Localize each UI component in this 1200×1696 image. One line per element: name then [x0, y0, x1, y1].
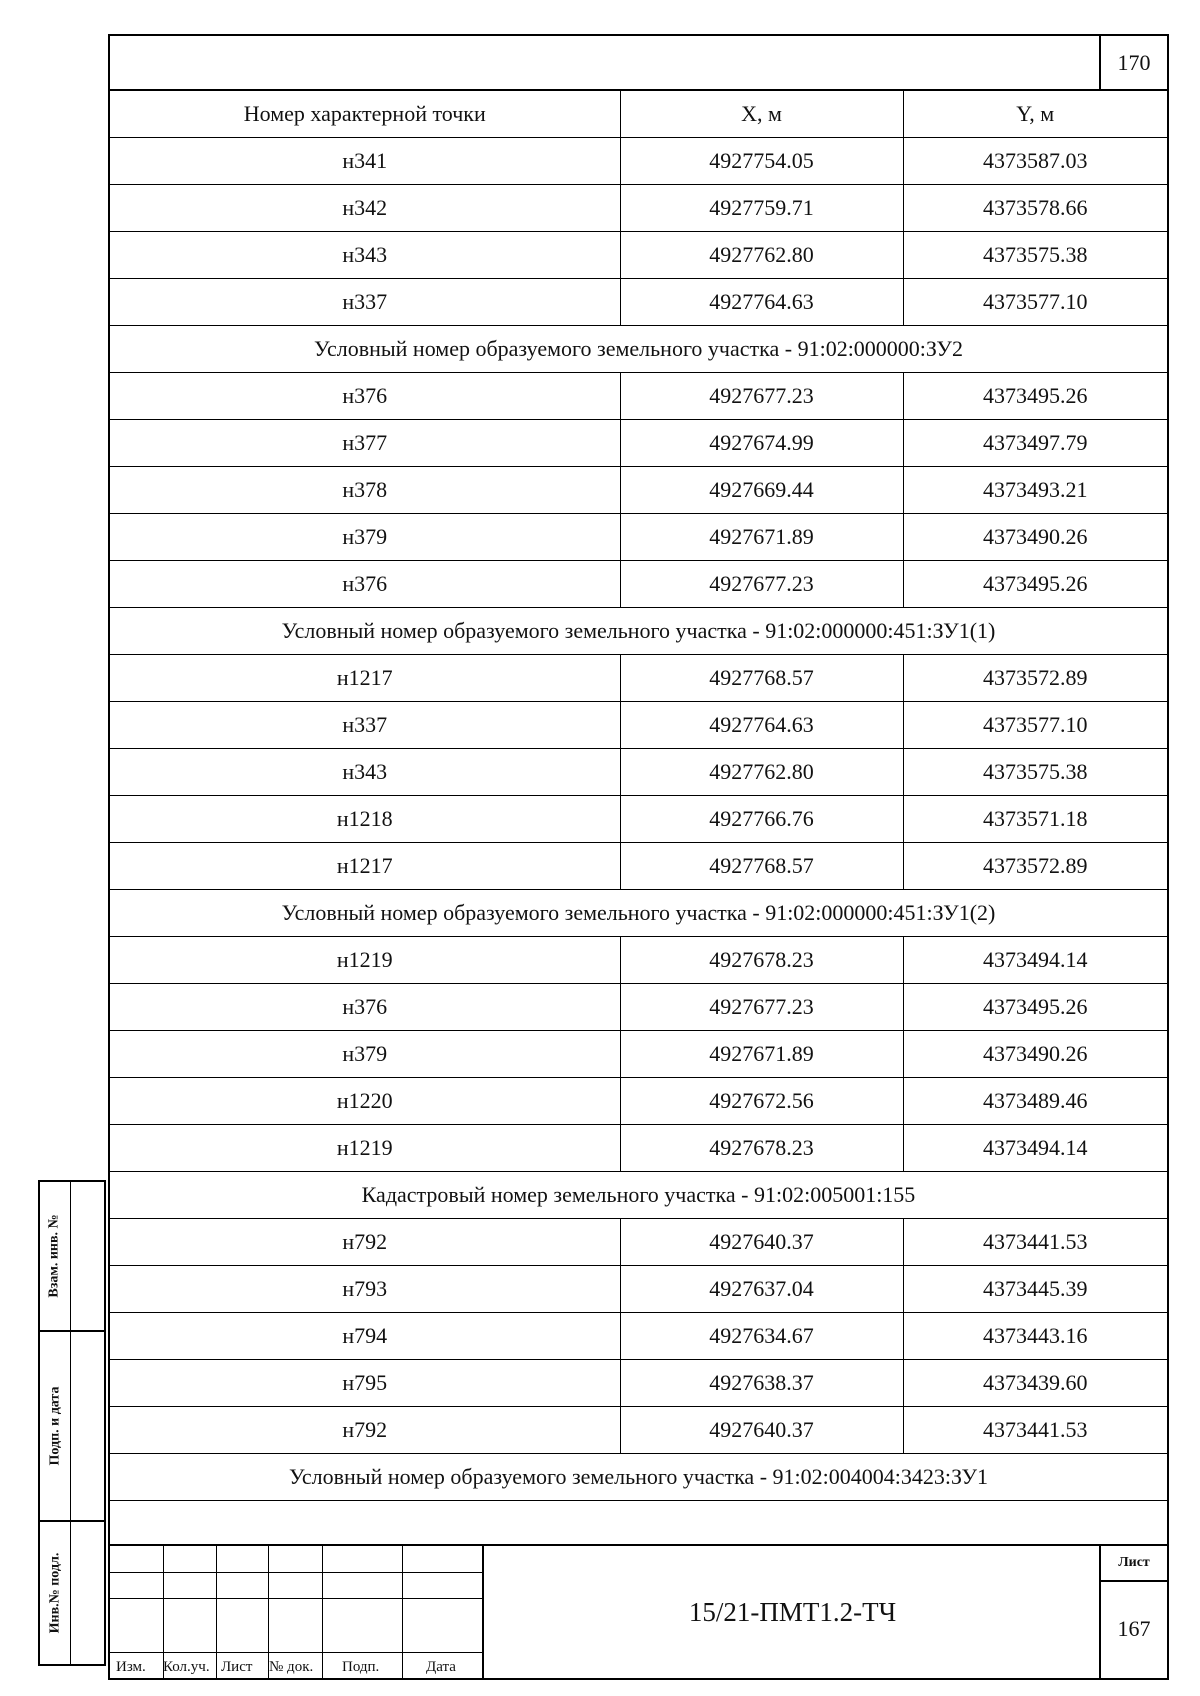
point-number-cell: н342	[110, 185, 620, 232]
col-doc-number: № док.	[269, 1659, 314, 1675]
section-title: Условный номер образуемого земельного участка - 91:02:000000:ЗУ2	[110, 326, 1167, 373]
section-row	[110, 1454, 1167, 1501]
point-number-cell: н794	[110, 1313, 620, 1360]
side-label-signature-date: Подп. и дата	[47, 1386, 62, 1466]
point-number-cell: н1219	[110, 937, 620, 984]
side-label-replacement: Взам. инв. №	[47, 1214, 63, 1298]
y-coordinate-cell: 4373441.53	[903, 1219, 1167, 1266]
y-coordinate-cell: 4373577.10	[903, 279, 1167, 326]
sheet-box	[1099, 1546, 1167, 1678]
coordinates-table	[110, 91, 1167, 1501]
point-number-cell: н378	[110, 467, 620, 514]
x-coordinate-cell: 4927634.67	[620, 1313, 903, 1360]
point-number-cell: н793	[110, 1266, 620, 1313]
y-coordinate-cell: 4373587.03	[903, 138, 1167, 185]
point-number-cell: н1217	[110, 843, 620, 890]
section-title: Условный номер образуемого земельного участка - 91:02:000000:451:ЗУ1(1)	[110, 608, 1167, 655]
point-number-cell: н376	[110, 984, 620, 1031]
y-coordinate-cell: 4373577.10	[903, 702, 1167, 749]
x-coordinate-cell: 4927672.56	[620, 1078, 903, 1125]
table-row	[110, 843, 1167, 890]
y-coordinate-cell: 4373489.46	[903, 1078, 1167, 1125]
y-coordinate-cell: 4373445.39	[903, 1266, 1167, 1313]
table-row	[110, 1313, 1167, 1360]
top-bar	[110, 36, 1167, 91]
point-number-cell: н379	[110, 1031, 620, 1078]
table-row	[110, 1360, 1167, 1407]
y-coordinate-cell: 4373497.79	[903, 420, 1167, 467]
x-coordinate-cell: 4927674.99	[620, 420, 903, 467]
x-coordinate-cell: 4927762.80	[620, 232, 903, 279]
table-row	[110, 749, 1167, 796]
side-stamp-replacement	[38, 1180, 106, 1332]
y-coordinate-cell: 4373494.14	[903, 1125, 1167, 1172]
x-coordinate-cell: 4927671.89	[620, 514, 903, 561]
table-header-row	[110, 91, 1167, 138]
section-row	[110, 326, 1167, 373]
x-coordinate-cell: 4927764.63	[620, 279, 903, 326]
point-number-cell: н795	[110, 1360, 620, 1407]
side-stamp-inventory	[38, 1520, 106, 1666]
y-coordinate-cell: 4373495.26	[903, 984, 1167, 1031]
document-code: 15/21-ПМТ1.2-ТЧ	[482, 1546, 1101, 1678]
x-coordinate-cell: 4927640.37	[620, 1219, 903, 1266]
header-x: X, м	[620, 91, 903, 138]
header-point: Номер характерной точки	[110, 91, 620, 138]
table-row	[110, 984, 1167, 1031]
point-number-cell: н337	[110, 702, 620, 749]
page-number: 170	[1099, 36, 1167, 89]
y-coordinate-cell: 4373575.38	[903, 232, 1167, 279]
table-row	[110, 185, 1167, 232]
table-row	[110, 138, 1167, 185]
col-kol-uch: Кол.уч.	[163, 1659, 210, 1675]
x-coordinate-cell: 4927677.23	[620, 373, 903, 420]
point-number-cell: н1217	[110, 655, 620, 702]
point-number-cell: н792	[110, 1219, 620, 1266]
x-coordinate-cell: 4927759.71	[620, 185, 903, 232]
y-coordinate-cell: 4373572.89	[903, 655, 1167, 702]
y-coordinate-cell: 4373495.26	[903, 561, 1167, 608]
point-number-cell: н379	[110, 514, 620, 561]
point-number-cell: н376	[110, 561, 620, 608]
table-row	[110, 561, 1167, 608]
x-coordinate-cell: 4927754.05	[620, 138, 903, 185]
section-title: Кадастровый номер земельного участка - 91:02:005001:155	[110, 1172, 1167, 1219]
y-coordinate-cell: 4373490.26	[903, 514, 1167, 561]
section-title: Условный номер образуемого земельного участка - 91:02:004004:3423:ЗУ1	[110, 1454, 1167, 1501]
table-row	[110, 279, 1167, 326]
point-number-cell: н1220	[110, 1078, 620, 1125]
point-number-cell: н337	[110, 279, 620, 326]
table-row	[110, 796, 1167, 843]
section-row	[110, 1172, 1167, 1219]
section-row	[110, 890, 1167, 937]
x-coordinate-cell: 4927677.23	[620, 561, 903, 608]
table-row	[110, 1266, 1167, 1313]
x-coordinate-cell: 4927768.57	[620, 655, 903, 702]
y-coordinate-cell: 4373493.21	[903, 467, 1167, 514]
title-block	[110, 1544, 1167, 1678]
y-coordinate-cell: 4373572.89	[903, 843, 1167, 890]
table-row	[110, 420, 1167, 467]
table-row	[110, 467, 1167, 514]
y-coordinate-cell: 4373571.18	[903, 796, 1167, 843]
x-coordinate-cell: 4927678.23	[620, 937, 903, 984]
table-row	[110, 655, 1167, 702]
x-coordinate-cell: 4927637.04	[620, 1266, 903, 1313]
point-number-cell: н341	[110, 138, 620, 185]
table-row	[110, 937, 1167, 984]
table-row	[110, 1125, 1167, 1172]
table-row	[110, 1031, 1167, 1078]
x-coordinate-cell: 4927677.23	[620, 984, 903, 1031]
y-coordinate-cell: 4373578.66	[903, 185, 1167, 232]
x-coordinate-cell: 4927640.37	[620, 1407, 903, 1454]
x-coordinate-cell: 4927762.80	[620, 749, 903, 796]
point-number-cell: н1218	[110, 796, 620, 843]
side-label-inventory: Инв.№ подл.	[47, 1552, 62, 1634]
y-coordinate-cell: 4373494.14	[903, 937, 1167, 984]
point-number-cell: н792	[110, 1407, 620, 1454]
x-coordinate-cell: 4927768.57	[620, 843, 903, 890]
y-coordinate-cell: 4373495.26	[903, 373, 1167, 420]
x-coordinate-cell: 4927671.89	[620, 1031, 903, 1078]
point-number-cell: н343	[110, 232, 620, 279]
table-row	[110, 1407, 1167, 1454]
table-row	[110, 514, 1167, 561]
sheet-number: 167	[1117, 1616, 1151, 1641]
col-date: Дата	[426, 1659, 456, 1675]
section-title: Условный номер образуемого земельного участка - 91:02:000000:451:ЗУ1(2)	[110, 890, 1167, 937]
x-coordinate-cell: 4927669.44	[620, 467, 903, 514]
y-coordinate-cell: 4373575.38	[903, 749, 1167, 796]
revision-grid	[110, 1546, 482, 1678]
point-number-cell: н1219	[110, 1125, 620, 1172]
point-number-cell: н343	[110, 749, 620, 796]
table-body	[110, 138, 1167, 1501]
x-coordinate-cell: 4927678.23	[620, 1125, 903, 1172]
y-coordinate-cell: 4373443.16	[903, 1313, 1167, 1360]
point-number-cell: н376	[110, 373, 620, 420]
point-number-cell: н377	[110, 420, 620, 467]
x-coordinate-cell: 4927638.37	[620, 1360, 903, 1407]
col-izm: Изм.	[116, 1659, 146, 1675]
x-coordinate-cell: 4927766.76	[620, 796, 903, 843]
table-row	[110, 702, 1167, 749]
side-stamp-signature-date	[38, 1330, 106, 1522]
table-row	[110, 232, 1167, 279]
page-frame	[108, 34, 1169, 1680]
table-row	[110, 1078, 1167, 1125]
col-list: Лист	[221, 1659, 253, 1675]
x-coordinate-cell: 4927764.63	[620, 702, 903, 749]
y-coordinate-cell: 4373439.60	[903, 1360, 1167, 1407]
col-signature: Подп.	[342, 1659, 380, 1675]
y-coordinate-cell: 4373490.26	[903, 1031, 1167, 1078]
section-row	[110, 608, 1167, 655]
sheet-label: Лист	[1101, 1546, 1167, 1582]
header-y: Y, м	[903, 91, 1167, 138]
table-row	[110, 1219, 1167, 1266]
table-row	[110, 373, 1167, 420]
y-coordinate-cell: 4373441.53	[903, 1407, 1167, 1454]
